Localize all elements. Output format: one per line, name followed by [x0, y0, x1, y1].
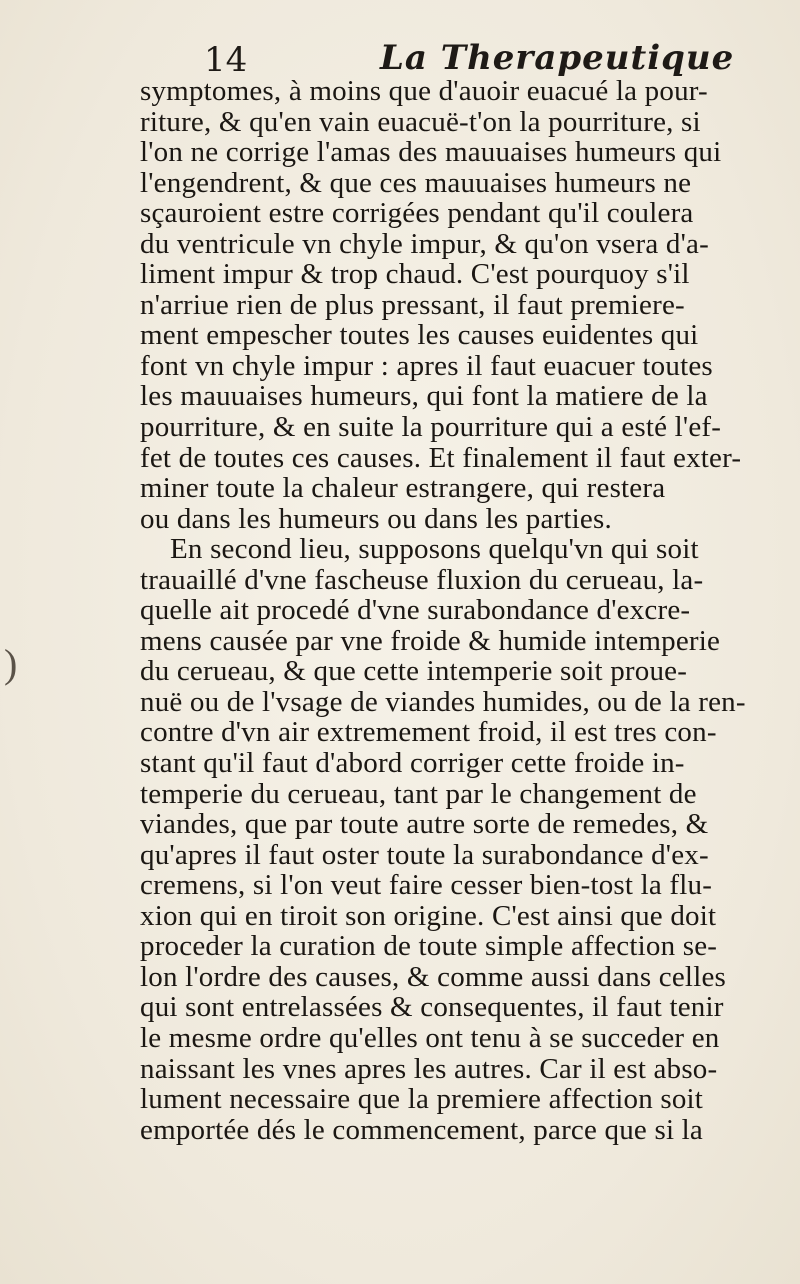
text-line: xion qui en tiroit son origine. C'est ainsi que doit — [140, 899, 717, 932]
text-line: ou dans les humeurs ou dans les parties. — [140, 502, 612, 535]
text-line: font vn chyle impur : apres il faut euacuer toutes — [140, 349, 713, 382]
text-line: sçauroient estre corrigées pendant qu'il coulera — [140, 197, 694, 230]
text-line: stant qu'il faut d'abord corriger cette froide in- — [140, 747, 685, 780]
text-line: riture, & qu'en vain euacuë-t'on la pourriture, si — [140, 105, 701, 138]
text-line: temperie du cerueau, tant par le changement de — [140, 777, 697, 810]
text-line: liment impur & trop chaud. C'est pourquoy s'il — [140, 258, 690, 291]
text-line: miner toute la chaleur estrangere, qui restera — [140, 472, 666, 505]
body-text — [140, 76, 780, 1145]
text-line: ment empescher toutes les causes euidentes qui — [140, 319, 699, 352]
text-line: contre d'vn air extremement froid, il est tres con- — [140, 716, 717, 749]
text-line: nuë ou de l'vsage de viandes humides, ou de la ren- — [140, 685, 746, 718]
page-number: 14 — [204, 40, 248, 80]
text-line: naissant les vnes apres les autres. Car il est abso- — [140, 1052, 718, 1085]
text-line: du ventricule vn chyle impur, & qu'on vsera d'a- — [140, 227, 709, 260]
text-line: emportée dés le commencement, parce que si la — [140, 1113, 703, 1146]
running-head: La Therapeutique — [380, 38, 735, 78]
text-line: le mesme ordre qu'elles ont tenu à se succeder en — [140, 1021, 720, 1054]
text-line: En second lieu, supposons quelqu'vn qui soit — [170, 533, 699, 566]
text-line: quelle ait procedé d'vne surabondance d'excre- — [140, 594, 691, 627]
text-line: cremens, si l'on veut faire cesser bien-tost la flu- — [140, 869, 713, 902]
text-line: viandes, que par toute autre sorte de remedes, & — [140, 808, 709, 841]
text-line: fet de toutes ces causes. Et finalement il faut exter- — [140, 441, 742, 474]
text-line: trauaillé d'vne fascheuse fluxion du cerueau, la- — [140, 563, 704, 596]
text-line: pourriture, & en suite la pourriture qui a esté l'ef- — [140, 411, 722, 444]
text-line: qui sont entrelassées & consequentes, il faut tenir — [140, 991, 724, 1024]
text-line: n'arriue rien de plus pressant, il faut premiere- — [140, 288, 685, 321]
margin-bracket-mark: ) — [4, 641, 18, 686]
text-line: l'engendrent, & que ces mauuaises humeurs ne — [140, 166, 692, 199]
text-line: symptomes, à moins que d'auoir euacué la pour- — [140, 75, 708, 107]
text-line: qu'apres il faut oster toute la surabondance d'ex- — [140, 838, 709, 871]
text-line: l'on ne corrige l'amas des mauuaises humeurs qui — [140, 136, 722, 169]
text-line: lon l'ordre des causes, & comme aussi dans celles — [140, 960, 727, 993]
text-line: du cerueau, & que cette intemperie soit proue- — [140, 655, 688, 688]
text-line: mens causée par vne froide & humide intemperie — [140, 624, 721, 657]
text-line: lument necessaire que la premiere affection soit — [140, 1083, 704, 1116]
text-line: proceder la curation de toute simple affection se- — [140, 930, 718, 963]
text-line: les mauuaises humeurs, qui font la matiere de la — [140, 380, 708, 413]
